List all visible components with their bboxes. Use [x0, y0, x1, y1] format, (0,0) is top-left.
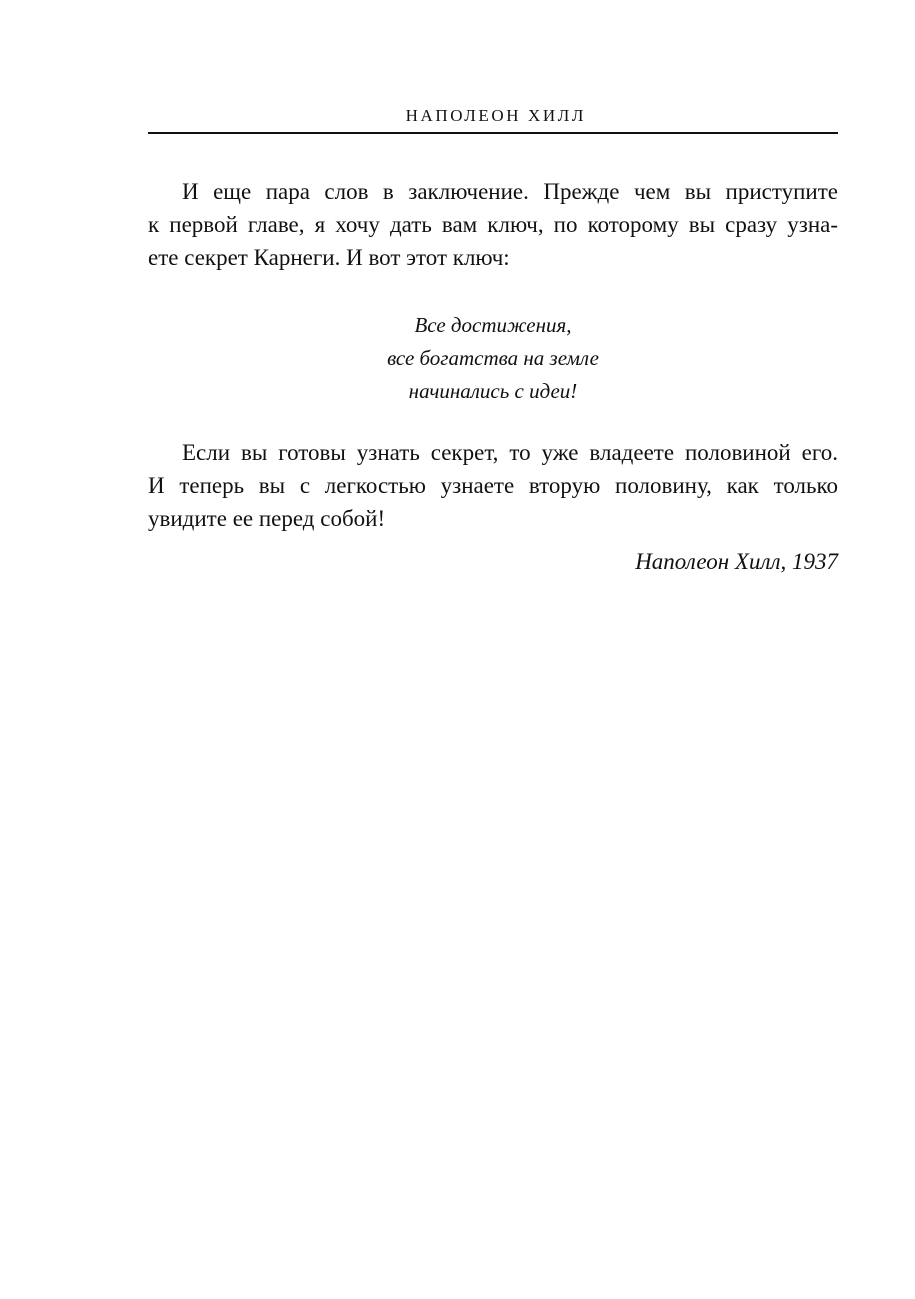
paragraph-closing-line-2: И теперь вы с легкостью узнаете вторую половину, как только [148, 473, 838, 498]
paragraph-intro-line-2: к первой главе, я хочу дать вам ключ, по которому вы сразу узна- [148, 212, 838, 237]
paragraph-closing-line-3: увидите ее перед собой! [148, 506, 386, 531]
paragraph-closing-line-1: Если вы готовы узнать секрет, то уже владеете половиной его. [182, 440, 838, 465]
epigraph-line-2: все богатства на земле [387, 346, 599, 370]
epigraph [148, 309, 838, 408]
epigraph-line-3: начинались с идеи! [408, 379, 578, 403]
paragraph-intro-line-3: ете секрет Карнеги. И вот этот ключ: [148, 245, 510, 270]
paragraph-intro-line-1: И еще пара слов в заключение. Прежде чем вы приступите [182, 179, 838, 204]
paragraph-intro [148, 175, 838, 274]
running-header [148, 104, 838, 134]
author-signature: Наполеон Хилл, 1937 [635, 549, 838, 574]
paragraph-closing [148, 436, 838, 535]
running-title: НАПОЛЕОН ХИЛЛ [405, 106, 586, 125]
epigraph-line-1: Все достижения, [414, 313, 572, 337]
